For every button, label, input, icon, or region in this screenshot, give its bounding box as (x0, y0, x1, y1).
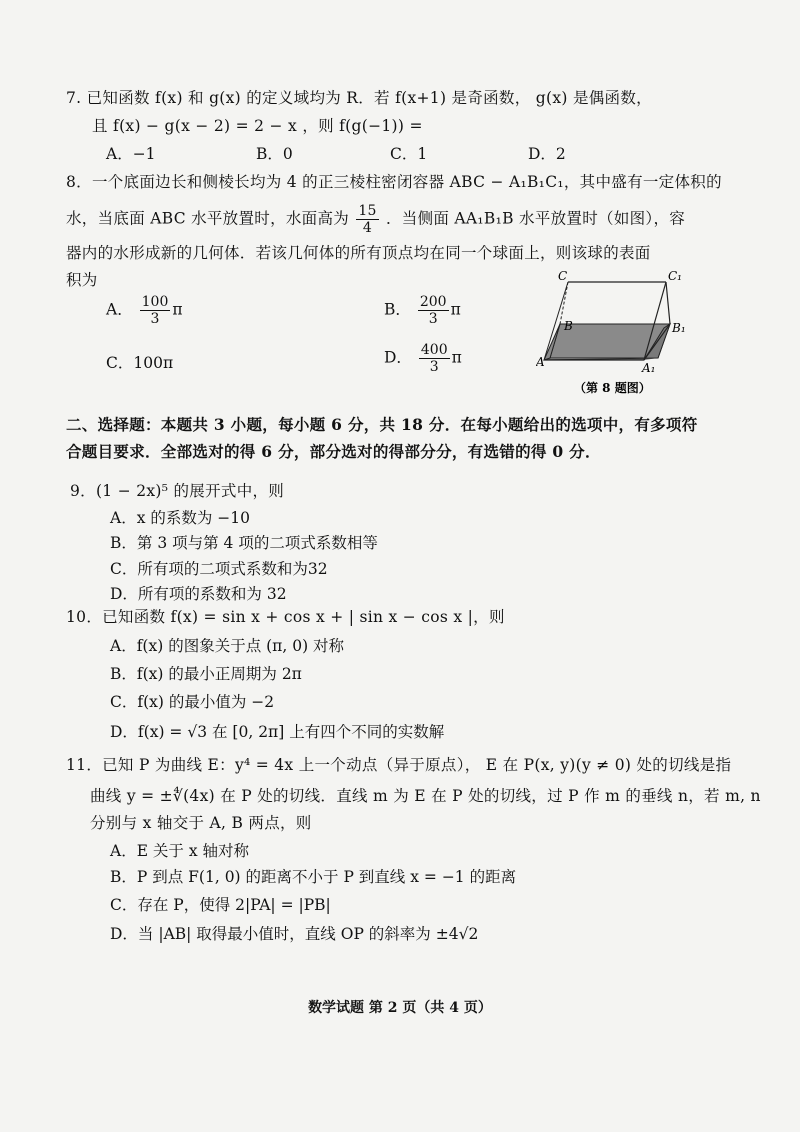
label-c1: C₁ (668, 269, 682, 283)
q8-option-d-label: D． (384, 348, 412, 367)
q8-stem-line4: 积为 (66, 271, 98, 289)
q9-stem: 9．(1 − 2x)⁵ 的展开式中，则 (70, 482, 285, 500)
q10-stem: 10．已知函数 f(x) = sin x + cos x + | sin x − cos x |，则 (66, 608, 505, 626)
label-b: B (564, 319, 573, 333)
q10-option-c: C．f(x) 的最小值为 −2 (110, 693, 275, 711)
label-c: C (558, 269, 568, 283)
q11-stem-line1: 11．已知 P 为曲线 E：y⁴ = 4x 上一个动点（异于原点）， E 在 P(x, y)(y ≠ 0) 处的切线是指 (66, 756, 732, 774)
q8-option-b-label: B． (384, 300, 411, 319)
label-a1: A₁ (642, 361, 656, 375)
q11-option-d: D．当 |AB| 取得最小值时，直线 OP 的斜率为 ±4√2 (110, 925, 479, 943)
q8-option-a-num: 100 (141, 294, 169, 310)
q8-option-b-num: 200 (419, 294, 447, 310)
q8-option-b-pi: π (450, 300, 461, 319)
q8-option-b (384, 294, 461, 327)
q7-option-a: A．−1 (106, 145, 156, 163)
q8-option-d-pi: π (451, 348, 462, 367)
q7-option-d: D．2 (528, 145, 566, 163)
q8-fraction (356, 203, 378, 236)
q7-stem-line1: 7. 已知函数 f(x) 和 g(x) 的定义域均为 R．若 f(x+1) 是奇函数， g(x) 是偶函数， (66, 89, 652, 107)
q8-option-d (384, 342, 462, 375)
q7-option-c: C．1 (390, 145, 428, 163)
q8-option-d-num: 400 (420, 342, 448, 358)
q8-fraction-den: 4 (362, 220, 373, 236)
page-footer: 数学试题 第 2 页（共 4 页） (308, 1000, 492, 1016)
q11-option-a: A．E 关于 x 轴对称 (110, 842, 250, 860)
section2-header-line1: 二、选择题：本题共 3 小题，每小题 6 分，共 18 分．在每小题给出的选项中，有多项符 (66, 415, 698, 434)
q7-option-b: B．0 (256, 145, 293, 163)
q8-option-d-frac (419, 342, 450, 375)
q8-stem-line3: 器内的水形成新的几何体．若该几何体的所有顶点均在同一个球面上，则该球的表面 (66, 244, 651, 262)
q8-stem-line2 (66, 203, 685, 236)
q8-option-b-frac (418, 294, 449, 327)
q8-option-a (106, 294, 183, 327)
q10-option-d: D．f(x) = √3 在 [0, 2π] 上有四个不同的实数解 (110, 723, 445, 741)
q8-line2-text-a: 水，当底面 ABC 水平放置时，水面高为 (66, 209, 350, 228)
edge-c1-b1 (666, 282, 670, 324)
q8-option-b-den: 3 (428, 311, 438, 327)
q10-option-a: A．f(x) 的图象关于点 (π, 0) 对称 (110, 637, 345, 655)
q8-option-a-pi: π (172, 300, 183, 319)
q8-option-a-den: 3 (150, 311, 160, 327)
q7-stem-line2: 且 f(x) − g(x − 2) = 2 − x ，则 f(g(−1)) = (92, 117, 423, 135)
label-a: A (536, 355, 545, 369)
q11-option-c: C．存在 P，使得 2|PA| = |PB| (110, 896, 331, 914)
q8-stem-line1: 8．一个底面边长和侧棱长均为 4 的正三棱柱密闭容器 ABC − A₁B₁C₁，其中盛有一定体积的 (66, 173, 722, 191)
q8-line2-text-b: ．当侧面 AA₁B₁B 水平放置时（如图），容 (385, 209, 686, 228)
q8-option-a-frac (140, 294, 171, 327)
q11-stem-line3: 分别与 x 轴交于 A, B 两点，则 (90, 814, 312, 832)
q9-option-d: D．所有项的系数和为 32 (110, 585, 287, 603)
figure-caption: （第 8 题图） (574, 381, 651, 395)
section2-header-line2: 合题目要求．全部选对的得 6 分，部分选对的得部分分，有选错的得 0 分． (66, 442, 601, 461)
q8-prism-figure (536, 266, 696, 396)
q8-fraction-num: 15 (358, 203, 377, 219)
q10-option-b: B．f(x) 的最小正周期为 2π (110, 665, 302, 683)
q8-option-d-den: 3 (429, 359, 439, 375)
q8-option-c: C．100π (106, 354, 174, 372)
q9-option-b: B．第 3 项与第 4 项的二项式系数相等 (110, 534, 378, 552)
q9-option-c: C．所有项的二项式系数和为32 (110, 560, 328, 578)
label-b1: B₁ (672, 321, 686, 335)
q11-stem-line2: 曲线 y = ±∜(4x) 在 P 处的切线．直线 m 为 E 在 P 处的切线，过 P 作 m 的垂线 n，若 m, n (90, 787, 761, 805)
q9-option-a: A．x 的系数为 −10 (110, 509, 250, 527)
q11-option-b: B．P 到点 F(1, 0) 的距离不小于 P 到直线 x = −1 的距离 (110, 868, 517, 886)
q8-option-a-label: A． (106, 300, 133, 319)
